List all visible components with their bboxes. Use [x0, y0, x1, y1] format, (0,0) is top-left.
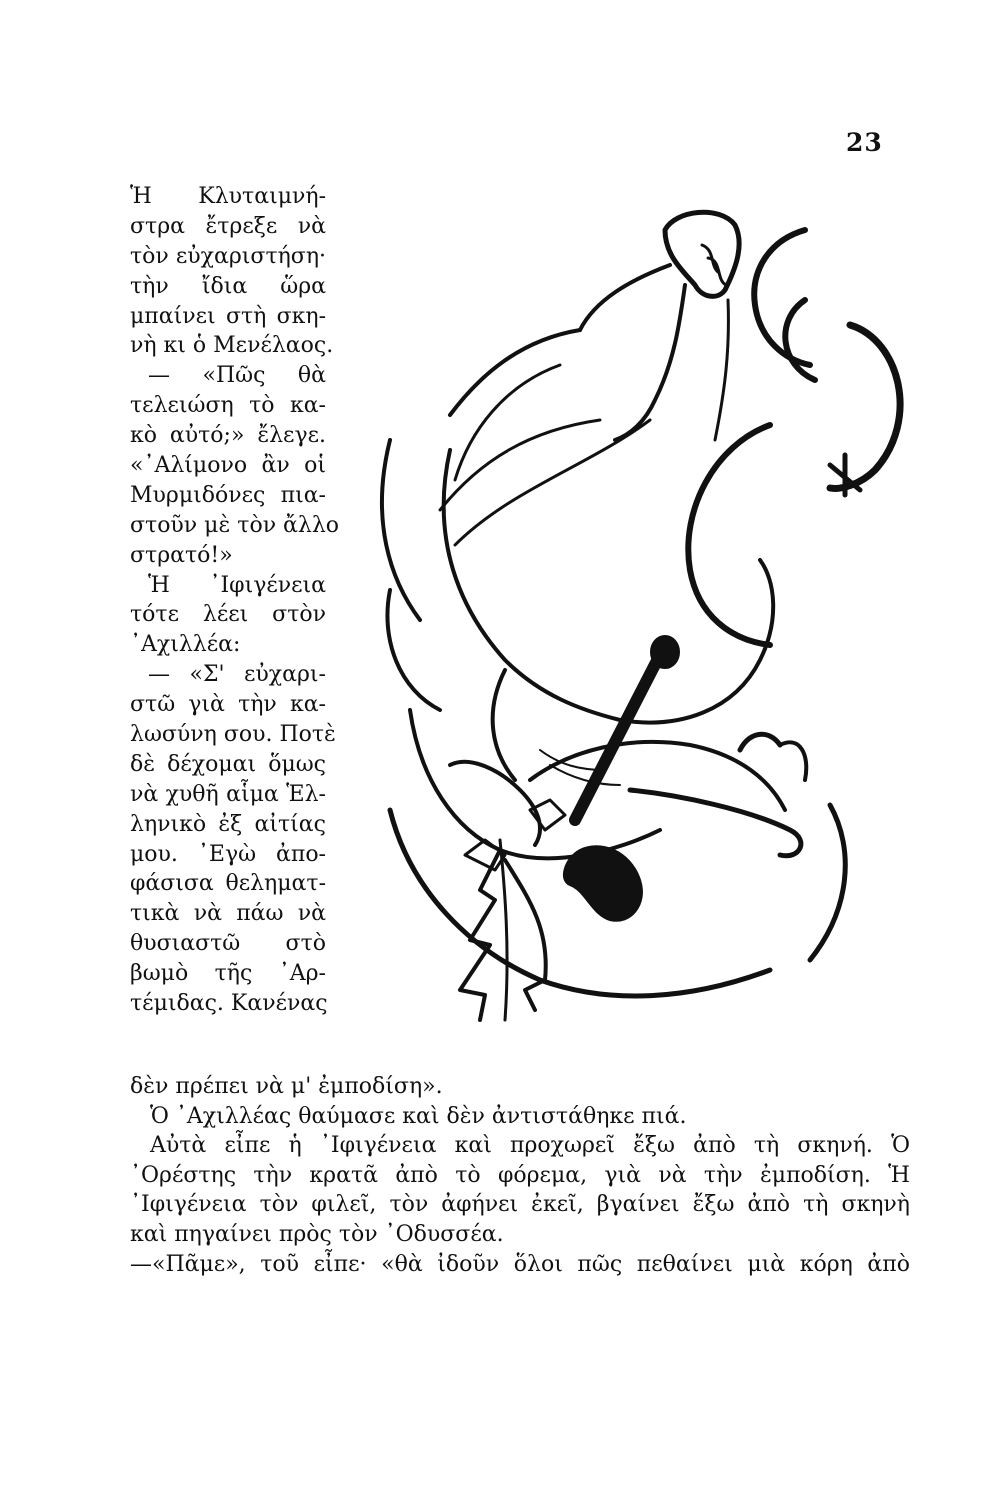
column-line: νὴ κι ὁ Μενέλαος.	[130, 333, 334, 359]
column-line: τέμιδας. Κανένας	[130, 991, 328, 1017]
decorative-curl	[785, 300, 815, 380]
column-line: νὰ χυθῆ αἷμα Ἑλ-	[130, 781, 326, 807]
full-width-text	[130, 1072, 910, 1279]
holly-leaf	[530, 800, 565, 830]
decorative-curl	[754, 230, 810, 365]
column-line: τελειώση τὸ κα-	[130, 393, 326, 419]
robe-outline	[450, 330, 580, 415]
column-line: ᾿Αχιλλέα:	[130, 632, 241, 658]
column-line: — «Σ' εὐχαρι-	[148, 662, 326, 688]
column-line: τὴν ἴδια ὥρα	[130, 273, 326, 299]
column-line: Ἡ ᾿Ιφιγένεια	[148, 572, 326, 598]
page-number: 23	[846, 128, 883, 157]
holly-leaf	[505, 860, 546, 1010]
text-line: —«Πᾶμε», τοῦ εἶπε· «θὰ ἰδοῦν ὅλοι πῶς πεθαίνει μιὰ κόρη ἀπὸ	[130, 1251, 910, 1277]
robe-fold	[455, 420, 650, 545]
column-line: μου. ᾿Εγὼ ἀπο-	[130, 841, 326, 867]
holly-stem	[500, 840, 507, 1020]
column-line: τότε λέει στὸν	[130, 602, 326, 628]
column-line: στρατό!»	[130, 542, 233, 568]
decorative-curl	[830, 325, 900, 488]
column-line: μπαίνει στὴ σκη-	[130, 303, 326, 329]
deer-back	[630, 790, 801, 856]
robe-fold	[455, 365, 560, 480]
robe-side	[810, 805, 845, 960]
text-line: ᾿Ιφιγένεια τὸν φιλεῖ, τὸν ἀφήνει ἐκεῖ, βγαίνει ἔξω ἀπὸ τὴ σκηνὴ	[130, 1192, 910, 1218]
column-line: θυσιαστῶ στὸ	[130, 931, 326, 957]
deer-leg	[740, 734, 780, 750]
column-line: ληνικὸ ἐξ αἰτίας	[130, 811, 326, 837]
column-line: δὲ δέχομαι ὅμως	[130, 751, 326, 777]
column-line: τὸν εὐχαριστήση·	[130, 243, 326, 269]
robe-curve	[493, 670, 515, 780]
narrow-text-column	[130, 182, 340, 1019]
figure-arm	[615, 285, 685, 440]
robe-lower	[390, 810, 770, 996]
column-line: λωσύνη σου. Ποτὲ	[130, 722, 336, 748]
deer-body	[530, 742, 785, 810]
text-line: καὶ πηγαίνει πρὸς τὸν ᾿Οδυσσέα.	[130, 1221, 504, 1247]
figure-hair	[702, 245, 726, 285]
text-line: δὲν πρέπει νὰ μ' ἐμποδίση».	[130, 1074, 443, 1099]
ink-blot	[564, 846, 642, 921]
column-line: — «Πῶς θὰ	[148, 363, 326, 389]
column-line: στρα ἔτρεξε νὰ	[130, 213, 326, 239]
figure-head	[665, 212, 739, 296]
torch-head	[651, 636, 679, 668]
column-line: βωμὸ τῆς ᾿Αρ-	[130, 961, 326, 987]
decorative-curl	[688, 425, 770, 645]
text-line: ᾿Ορέστης τὴν κρατᾶ ἀπὸ τὸ φόρεμα, γιὰ νὰ τὴν ἐμποδίση. Ἡ	[130, 1162, 910, 1188]
column-line: φάσισα θεληματ-	[130, 871, 326, 897]
column-line: Μυρμιδόνες πια-	[130, 482, 326, 508]
column-line: κὸ αὐτό;» ἔλεγε.	[130, 423, 326, 449]
column-line: «᾿Αλίμονο ἂν οἱ	[130, 453, 326, 479]
column-line: στῶ γιὰ τὴν κα-	[130, 692, 326, 718]
column-line: στοῦν μὲ τὸν ἄλλο	[130, 512, 340, 538]
text-line: Ὁ ᾿Αχιλλέας θαύμασε καὶ δὲν ἀντιστάθηκε πιά.	[150, 1103, 687, 1129]
column-line: Ἡ Κλυταιμνή-	[130, 184, 326, 209]
column-line: τικὰ νὰ πάω νὰ	[130, 901, 326, 927]
figure-body	[715, 300, 728, 440]
text-line: Αὐτὰ εἶπε ἡ ᾿Ιφιγένεια καὶ προχωρεῖ ἔξω ἀπὸ τὴ σκηνή. Ὁ	[150, 1133, 910, 1159]
deer-leg	[780, 742, 806, 780]
iphigenia-illustration	[330, 190, 910, 1070]
figure-shoulder	[580, 265, 670, 330]
deer-head	[450, 762, 540, 845]
